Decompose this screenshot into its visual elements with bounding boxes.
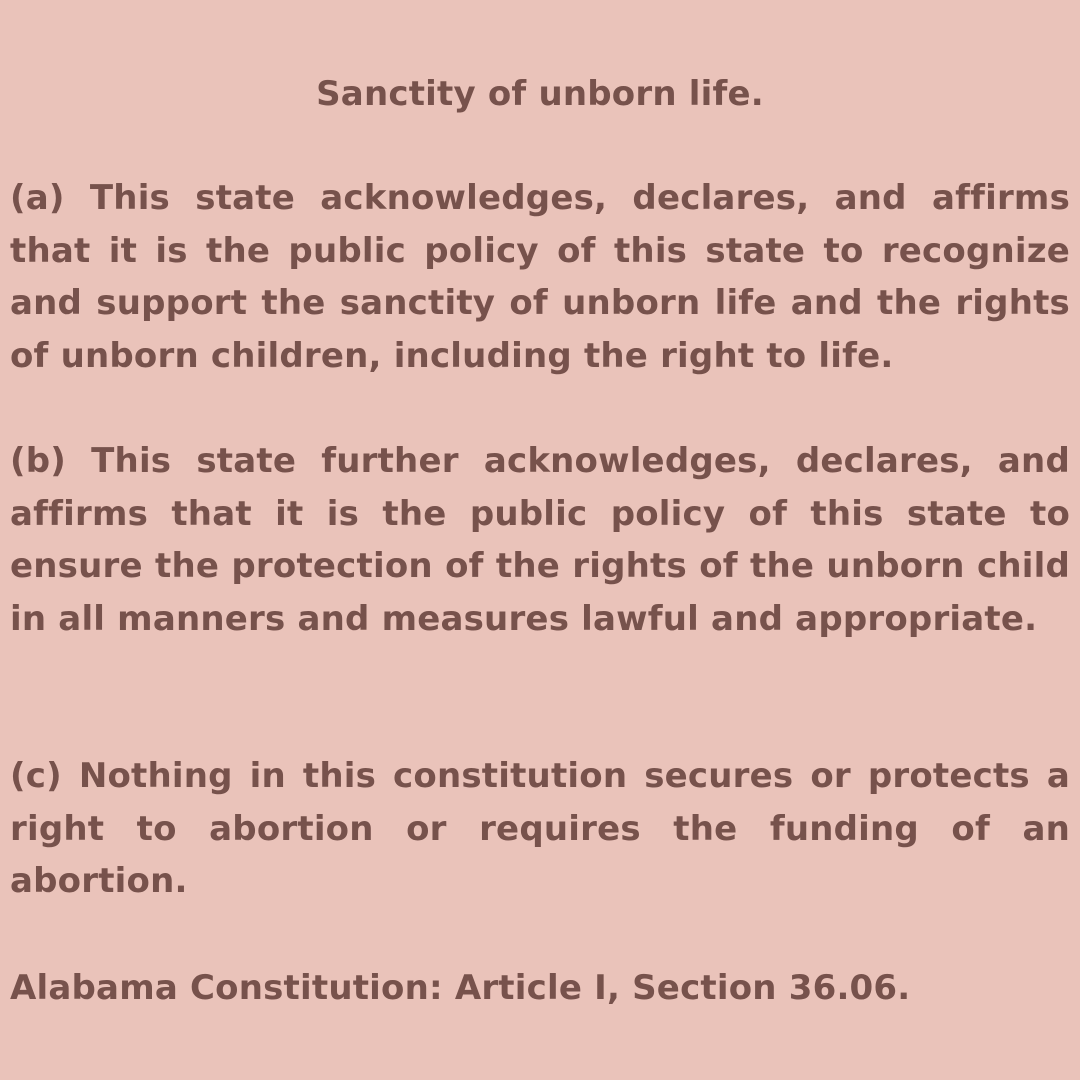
paragraph-a: (a) This state acknowledges, declares, and affirms that it is the public policy of this state to recognize and support the sanctity of unborn life and the rights of unborn children, including the right to life.: [10, 178, 1070, 376]
paragraph-c: (c) Nothing in this constitution secures or protects a right to abortion or requires the funding of an abortion.: [10, 756, 1070, 901]
citation: Alabama Constitution: Article I, Section 36.06.: [10, 968, 911, 1008]
document-title: Sanctity of unborn life.: [316, 74, 764, 114]
paragraph-b: (b) This state further acknowledges, declares, and affirms that it is the public policy of this state to ensure the protection of the rights of the unborn child in all manners and measures lawful and appropriate.: [10, 441, 1070, 639]
